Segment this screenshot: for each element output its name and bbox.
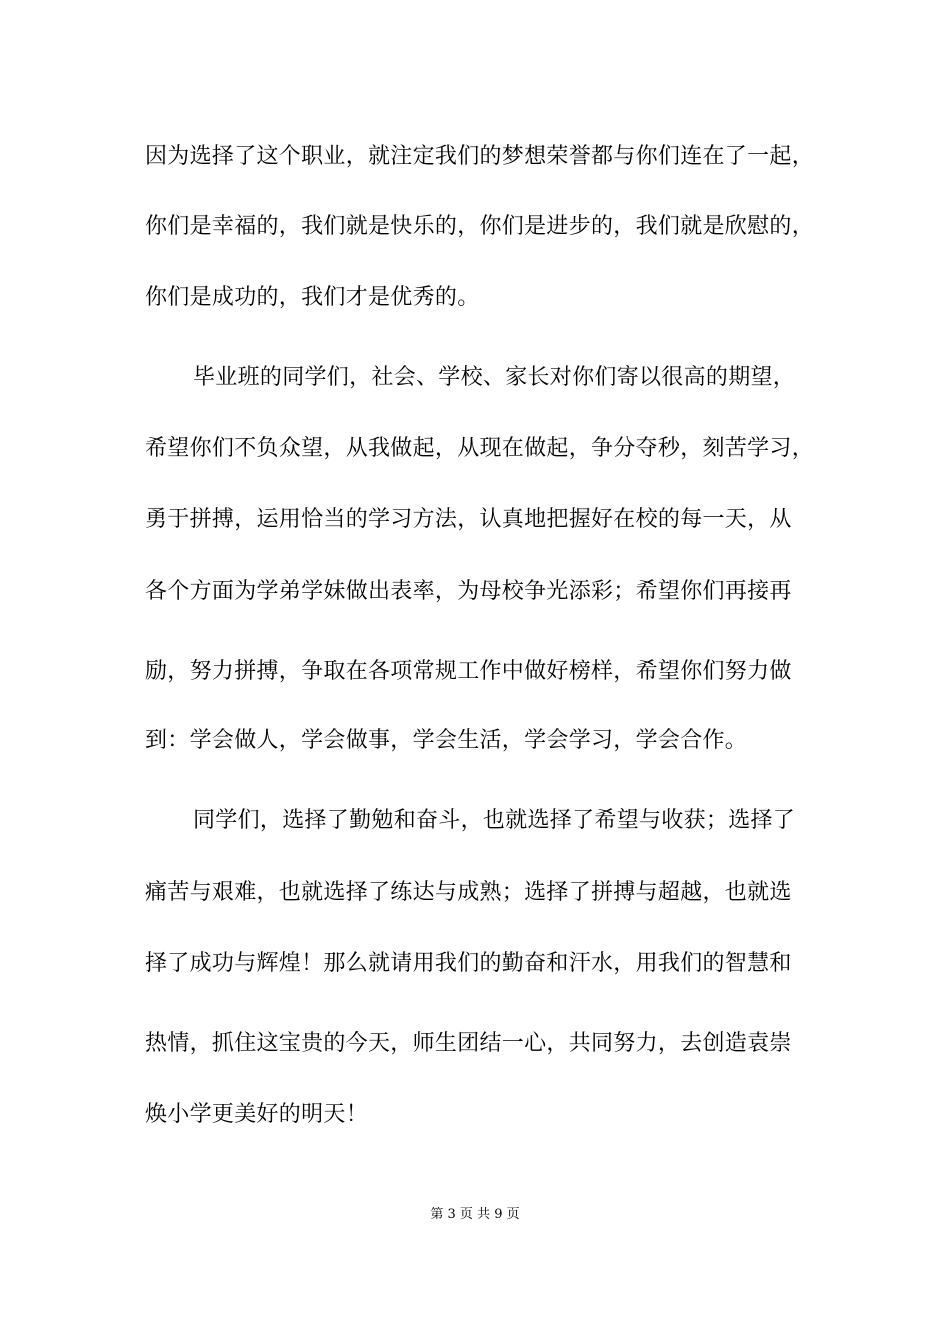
body-text-line: 到：学会做人，学会做事，学会生活，学会学习，学会合作。 [145,728,748,753]
paragraph-first-line: 毕业班的同学们，社会、学校、家长对你们寄以很高的期望， [193,365,796,390]
body-text-line: 各个方面为学弟学妹做出表率，为母校争光添彩；希望你们再接再 [145,579,792,604]
body-text-line: 励，努力拼搏，争取在各项常规工作中做好榜样，希望你们努力做 [145,659,792,684]
body-text-line: 热情，抓住这宝贵的今天，师生团结一心，共同努力，去创造袁崇 [145,1031,792,1056]
body-text-line: 勇于拼搏，运用恰当的学习方法，认真地把握好在校的每一天，从 [145,507,792,532]
body-text-line: 你们是成功的，我们才是优秀的。 [145,285,480,310]
body-text-line: 你们是幸福的，我们就是快乐的，你们是进步的，我们就是欣慰的， [145,214,815,239]
body-text-line: 焕小学更美好的明天！ [145,1102,369,1127]
paragraph-first-line: 同学们，选择了勤勉和奋斗，也就选择了希望与收获；选择了 [193,808,796,833]
body-text-line: 择了成功与辉煌！那么就请用我们的勤奋和汗水，用我们的智慧和 [145,951,792,976]
body-text-line: 因为选择了这个职业，就注定我们的梦想荣誉都与你们连在了一起， [145,144,815,169]
body-text-line: 希望你们不负众望，从我做起，从现在做起，争分夺秒，刻苦学习， [145,436,815,461]
page-number-footer: 第 3 页 共 9 页 [430,1207,520,1222]
body-text-line: 痛苦与艰难，也就选择了练达与成熟；选择了拼搏与超越，也就选 [145,880,792,905]
